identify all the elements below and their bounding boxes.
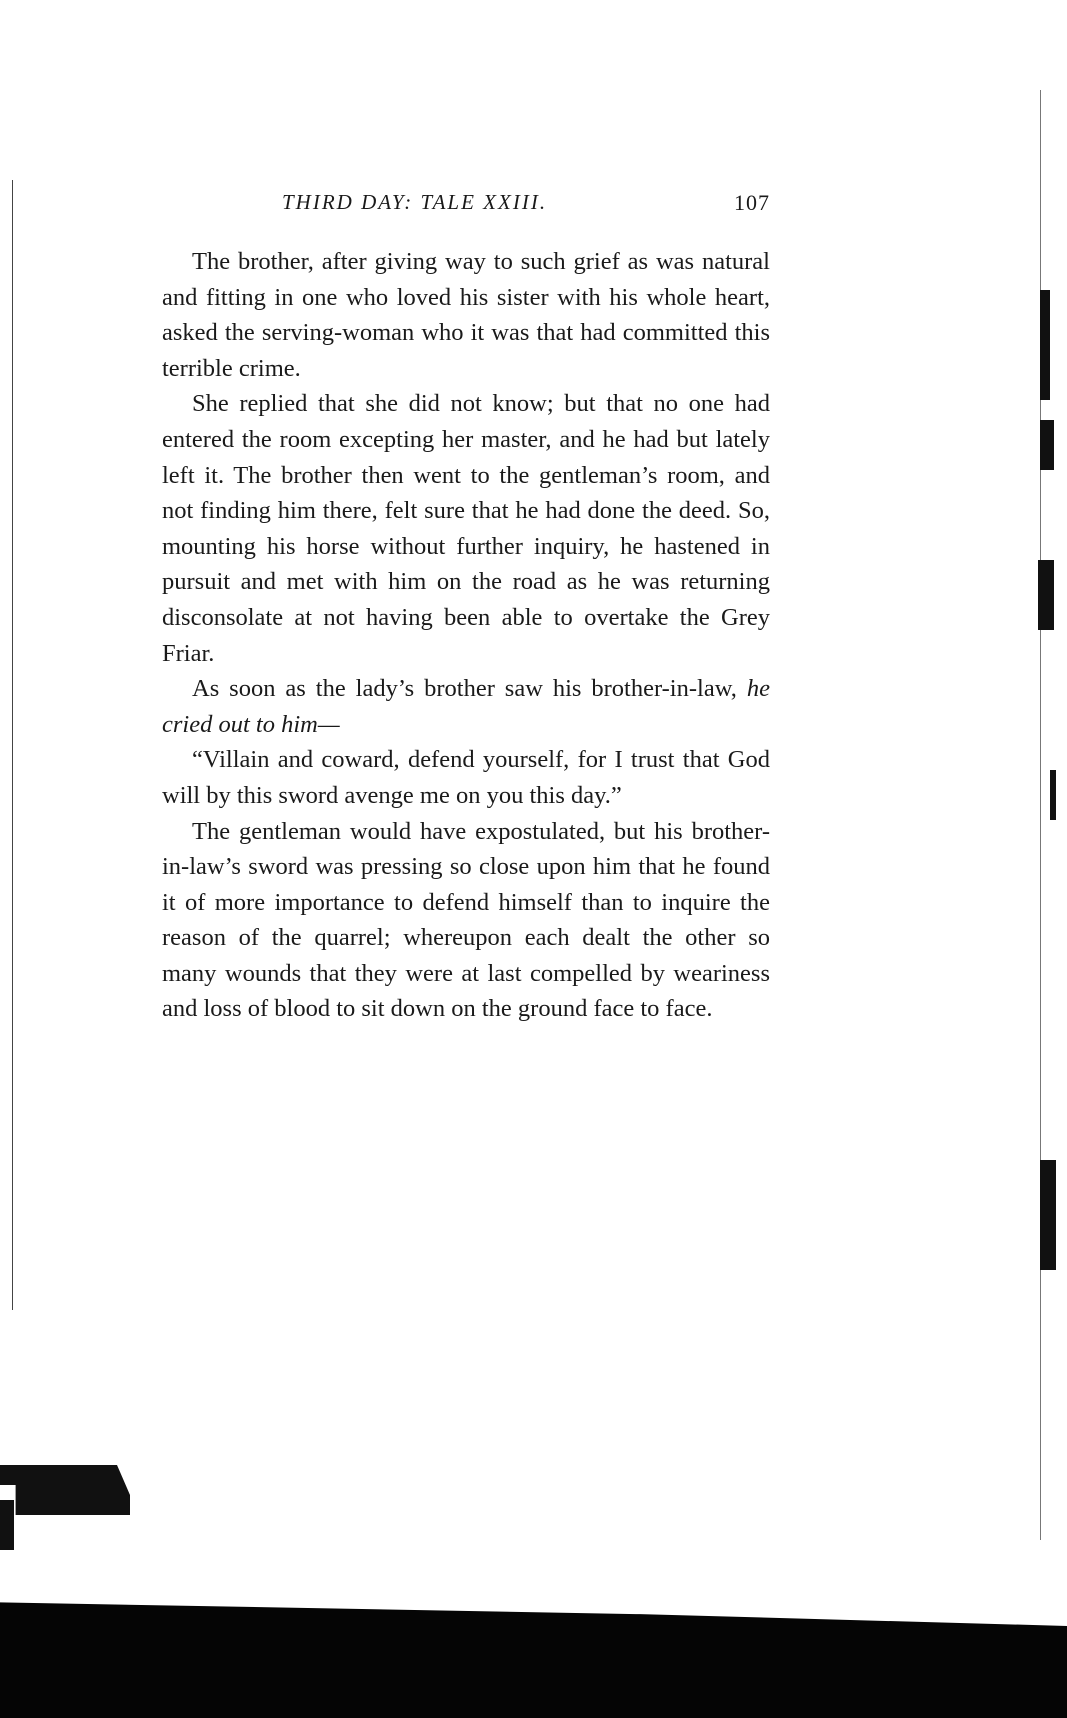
running-head-title: THIRD DAY: TALE XXIII.: [282, 190, 548, 214]
page-number: 107: [734, 190, 770, 215]
left-edge-line: [12, 180, 13, 1310]
paragraph-3-italic: he cried out to him—: [162, 675, 770, 738]
right-edge-mark-2: [1040, 420, 1054, 470]
right-edge-mark-5: [1040, 1160, 1056, 1270]
bottom-scan-shadow: [0, 1600, 1067, 1718]
right-edge-mark-3: [1038, 560, 1054, 630]
right-edge-mark-4: [1050, 770, 1056, 820]
left-corner-mark: [0, 1465, 130, 1515]
paragraph-3: [162, 671, 770, 742]
right-edge-mark-1: [1040, 290, 1050, 400]
paragraph-1: The brother, after giving way to such grief as was natural and fitting in one who loved his sister with his whole heart, asked the serving-woman who it was that had committed this terrible crime.: [162, 248, 770, 382]
paragraph-4: “Villain and coward, defend yourself, for I trust that God will by this sword avenge me on you this day.”: [162, 746, 770, 809]
body-text: [162, 244, 770, 1027]
running-head: [162, 190, 770, 222]
left-corner-tab: [0, 1500, 14, 1550]
paragraph-2: She replied that she did not know; but that no one had entered the room excepting her master, and he had but lately left it. The brother then went to the gentleman’s room, and not finding him there, felt sure that he had done the deed. So, mounting his horse without further inquiry, he hastened in pursuit and met with him on the road as he was returning disconsolate at not having been able to overtake the Grey Friar.: [162, 390, 770, 667]
paragraph-3-lead: As soon as the lady’s brother saw his brother-in-law,: [192, 675, 747, 703]
paragraph-5: The gentleman would have expostulated, but his brother-in-law’s sword was pressing so close upon him that he found it of more importance to defend himself than to inquire the reason of the quarrel; whereupon each dealt the other so many wounds that they were at last compelled by weariness and loss of blood to sit down on the ground face to face.: [162, 817, 770, 1023]
